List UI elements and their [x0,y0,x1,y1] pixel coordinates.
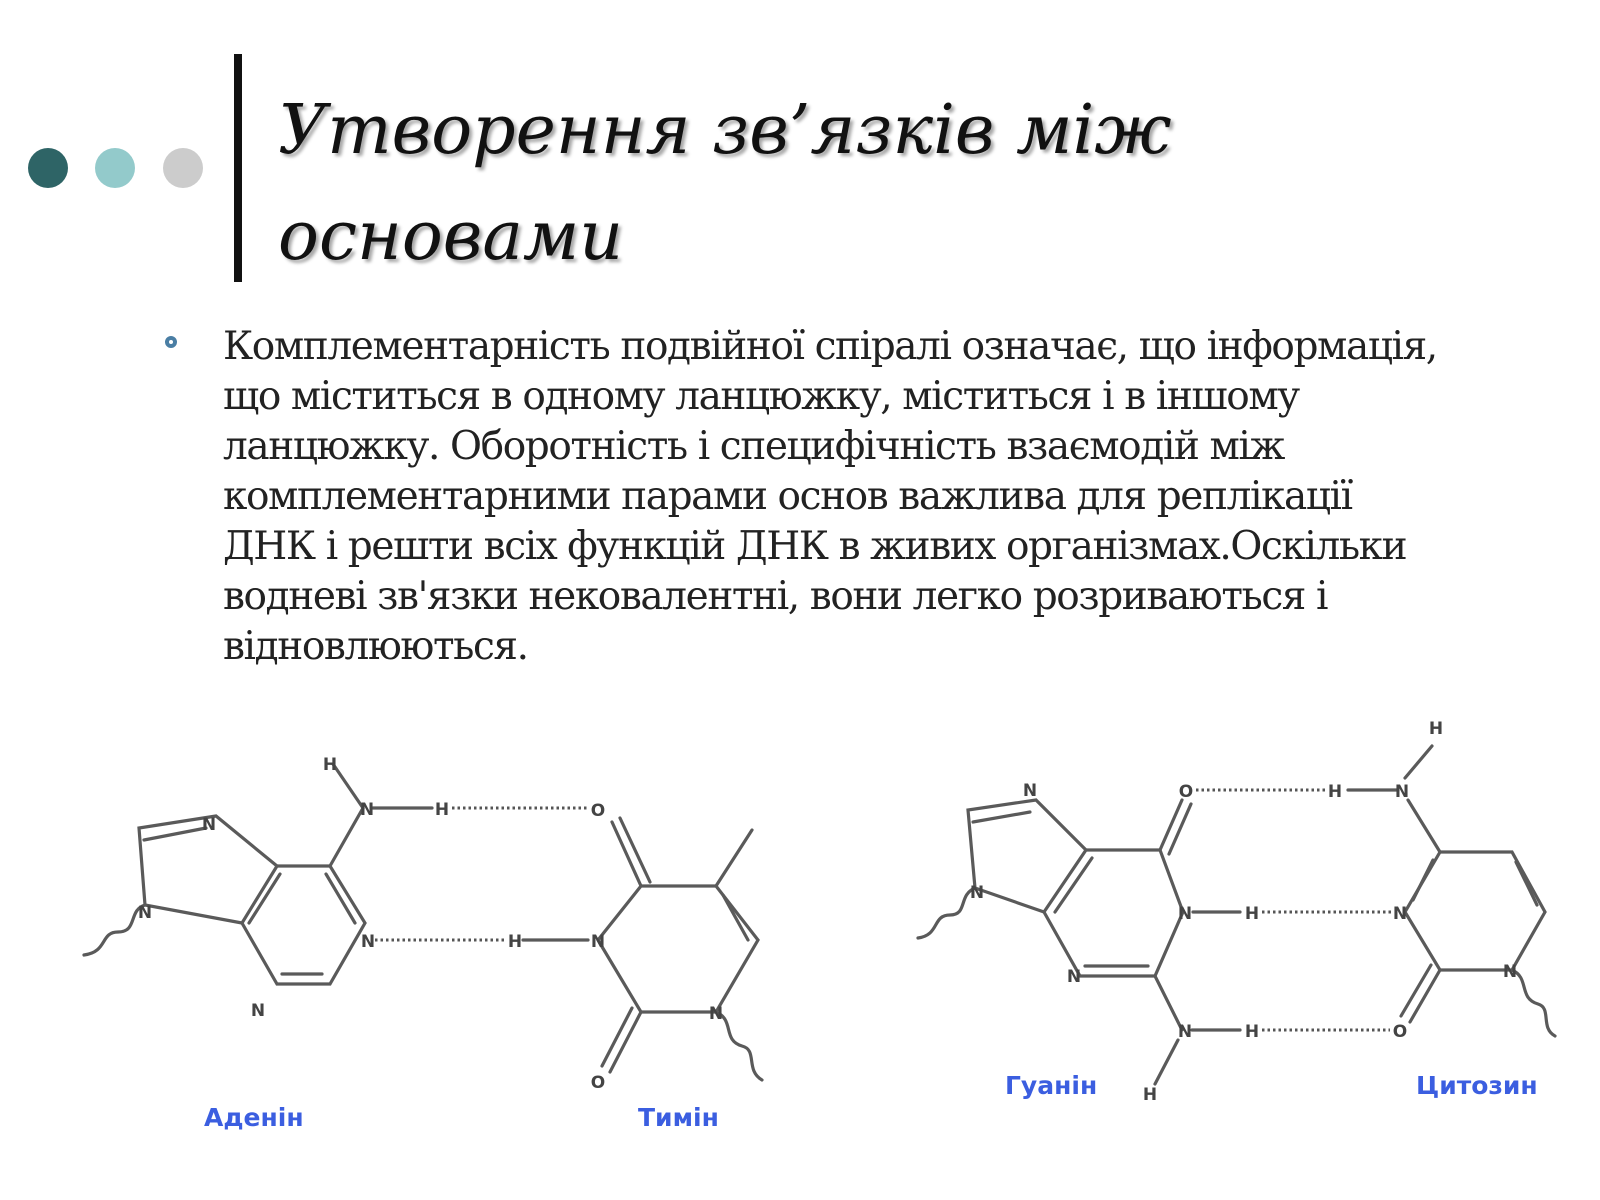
label-adenine: Аденін [204,1103,304,1132]
atom-label-n: N [360,932,376,952]
atom-label-h: H [1142,1085,1158,1105]
atom-label-n: N [137,903,153,923]
bullet-text: Комплементарність подвійної спіралі означає, що інформація, що міститься в одному ланцюжку, міститься і в іншому ланцюжку. Оборотність і специфічність взаємодій між комплементарними парами основ важлива для реплікації ДНК і решти всіх функцій ДНК в живих організмах.Оскільки водневі зв'язки нековалентні, вони легко розриваються і відновлюються. [223,324,1437,669]
atom-label-n: N [708,1004,724,1024]
atom-labels [138,719,1517,1105]
atom-label-n: N [1066,967,1082,987]
atom-label-n: N [201,815,217,835]
atom-label-o: O [590,801,606,821]
atom-label-n: N [1177,904,1193,924]
atom-label-h: H [322,755,338,775]
atom-label-h: H [1244,904,1260,924]
atom-label-n: N [590,932,606,952]
atom-label-n: N [1177,1022,1193,1042]
label-cytosine: Цитозин [1416,1071,1538,1100]
atom-label-n: N [1394,782,1410,802]
atom-label-n: N [1022,781,1038,801]
guanine-structure [918,790,1392,1084]
atom-label-h: H [434,800,450,820]
atom-label-o: O [1392,1022,1408,1042]
atom-label-h: H [1244,1022,1260,1042]
cytosine-structure [1348,746,1555,1036]
label-thymine: Тимін [638,1103,719,1132]
atom-label-n: N [250,1001,266,1021]
slide-title: Утворення зв’язків між основами [278,91,1172,276]
label-guanine: Гуанін [1005,1071,1098,1100]
atom-label-n: N [1392,904,1408,924]
thymine-structure [523,818,762,1080]
atom-label-o: O [1178,782,1194,802]
atom-label-n: N [359,800,375,820]
atom-label-h: H [507,932,523,952]
atom-label-n: N [1502,962,1518,982]
atom-label-n: N [969,883,985,903]
atom-label-h: H [1327,782,1343,802]
atom-label-h: H [1428,719,1444,739]
atom-label-o: O [590,1073,606,1093]
